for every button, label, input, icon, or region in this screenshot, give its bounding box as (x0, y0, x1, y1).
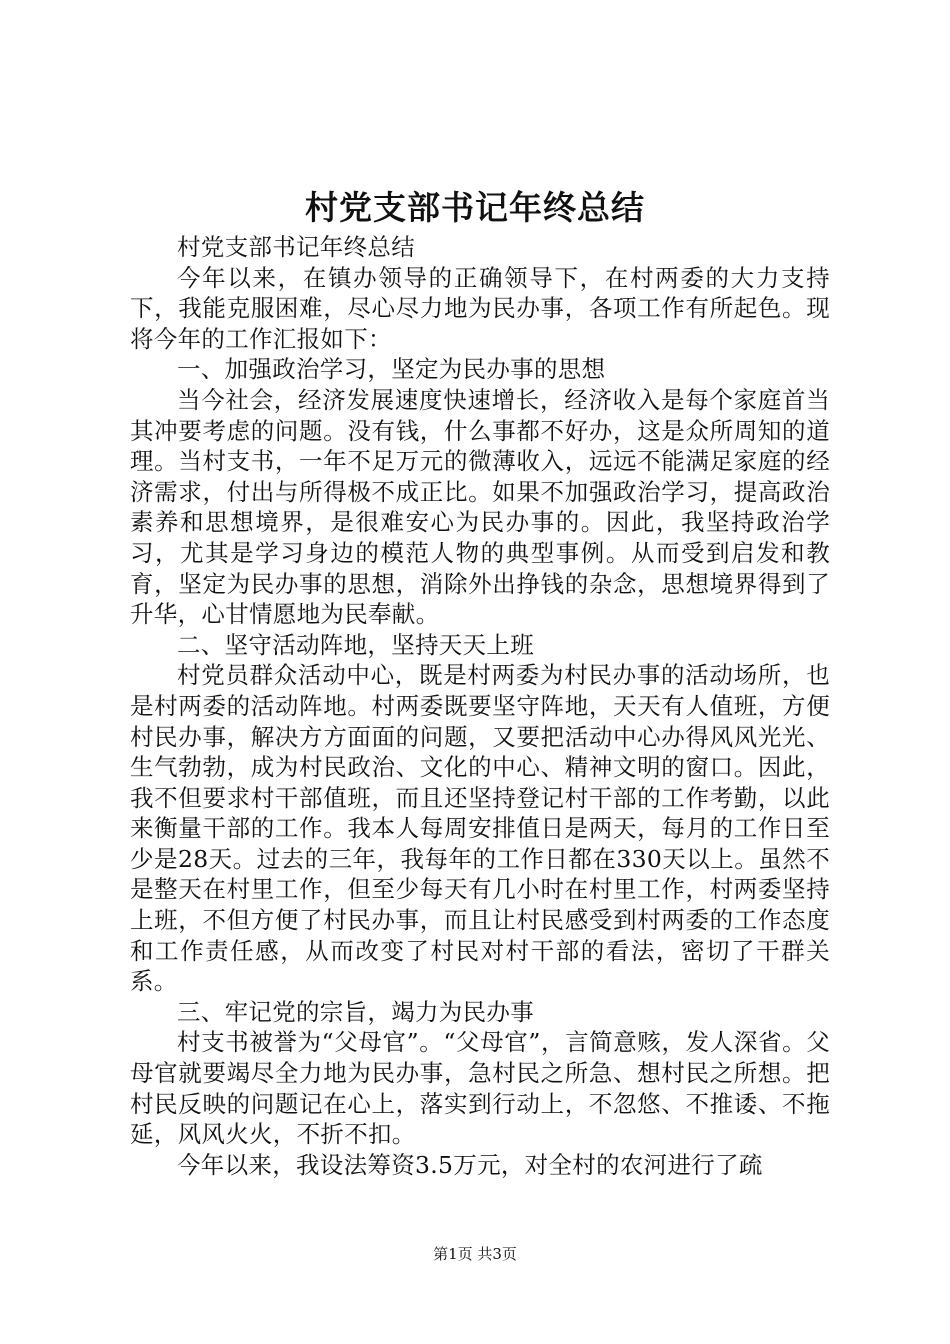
section-heading-1: 一、加强政治学习，坚定为民办事的思想 (177, 355, 606, 384)
page-title: 村党支部书记年终总结 (305, 188, 645, 227)
paragraph-intro: 今年以来，在镇办领导的正确领导下，在村两委的大力支持下，我能克服困难，尽心尽力地为民办事，各项工作有所起色。现将今年的工作汇报如下： (130, 263, 830, 353)
paragraph-section-3: 村支书被誉为“父母官”。“父母官”，言简意赅，发人深省。父母官就要竭尽全力地为民办事，急村民之所急、想村民之所想。把村民反映的问题记在心上，落实到行动上，不忽悠、不推诿、不拖延，风风火火，不折不扣。 (130, 1028, 830, 1149)
document-body (130, 232, 830, 1180)
paragraph-section-1: 当今社会，经济发展速度快速增长，经济收入是每个家庭首当其冲要考虑的问题。没有钱，什么事都不好办，这是众所周知的道理。当村支书，一年不足万元的微薄收入，远远不能满足家庭的经济需求，付出与所得极不成正比。如果不加强政治学习，提高政治素养和思想境界，是很难安心为民办事的。因此，我坚持政治学习，尤其是学习身边的模范人物的典型事例。从而受到启发和教育，坚定为民办事的思想，消除外出挣钱的杂念，思想境界得到了升华，心甘情愿地为民奉献。 (130, 385, 830, 629)
page-footer: 第1页 共3页 (433, 1245, 517, 1263)
section-heading-2: 二、坚守活动阵地，坚持天天上班 (177, 630, 534, 659)
paragraph-section-2: 村党员群众活动中心，既是村两委为村民办事的活动场所，也是村两委的活动阵地。村两委既要坚守阵地，天天有人值班，方便村民办事，解决方方面面的问题，又要把活动中心办得风风光光、生气勃勃，成为村民政治、文化的中心、精神文明的窗口。因此，我不但要求村干部值班，而且还坚持登记村干部的工作考勤，以此来衡量干部的工作。我本人每周安排值日是两天，每月的工作日至少是28天。过去的三年，我每年的工作日都在330天以上。虽然不是整天在村里工作，但至少每天有几小时在村里工作，村两委坚持上班，不但方便了村民办事，而且让村民感受到村两委的工作态度和工作责任感，从而改变了村民对村干部的看法，密切了干群关系。 (130, 661, 830, 996)
paragraph-funding: 今年以来，我设法筹资3.5万元，对全村的农河进行了疏 (177, 1150, 763, 1179)
section-heading-3: 三、牢记党的宗旨，竭力为民办事 (177, 997, 534, 1026)
paragraph-subtitle: 村党支部书记年终总结 (177, 233, 415, 261)
